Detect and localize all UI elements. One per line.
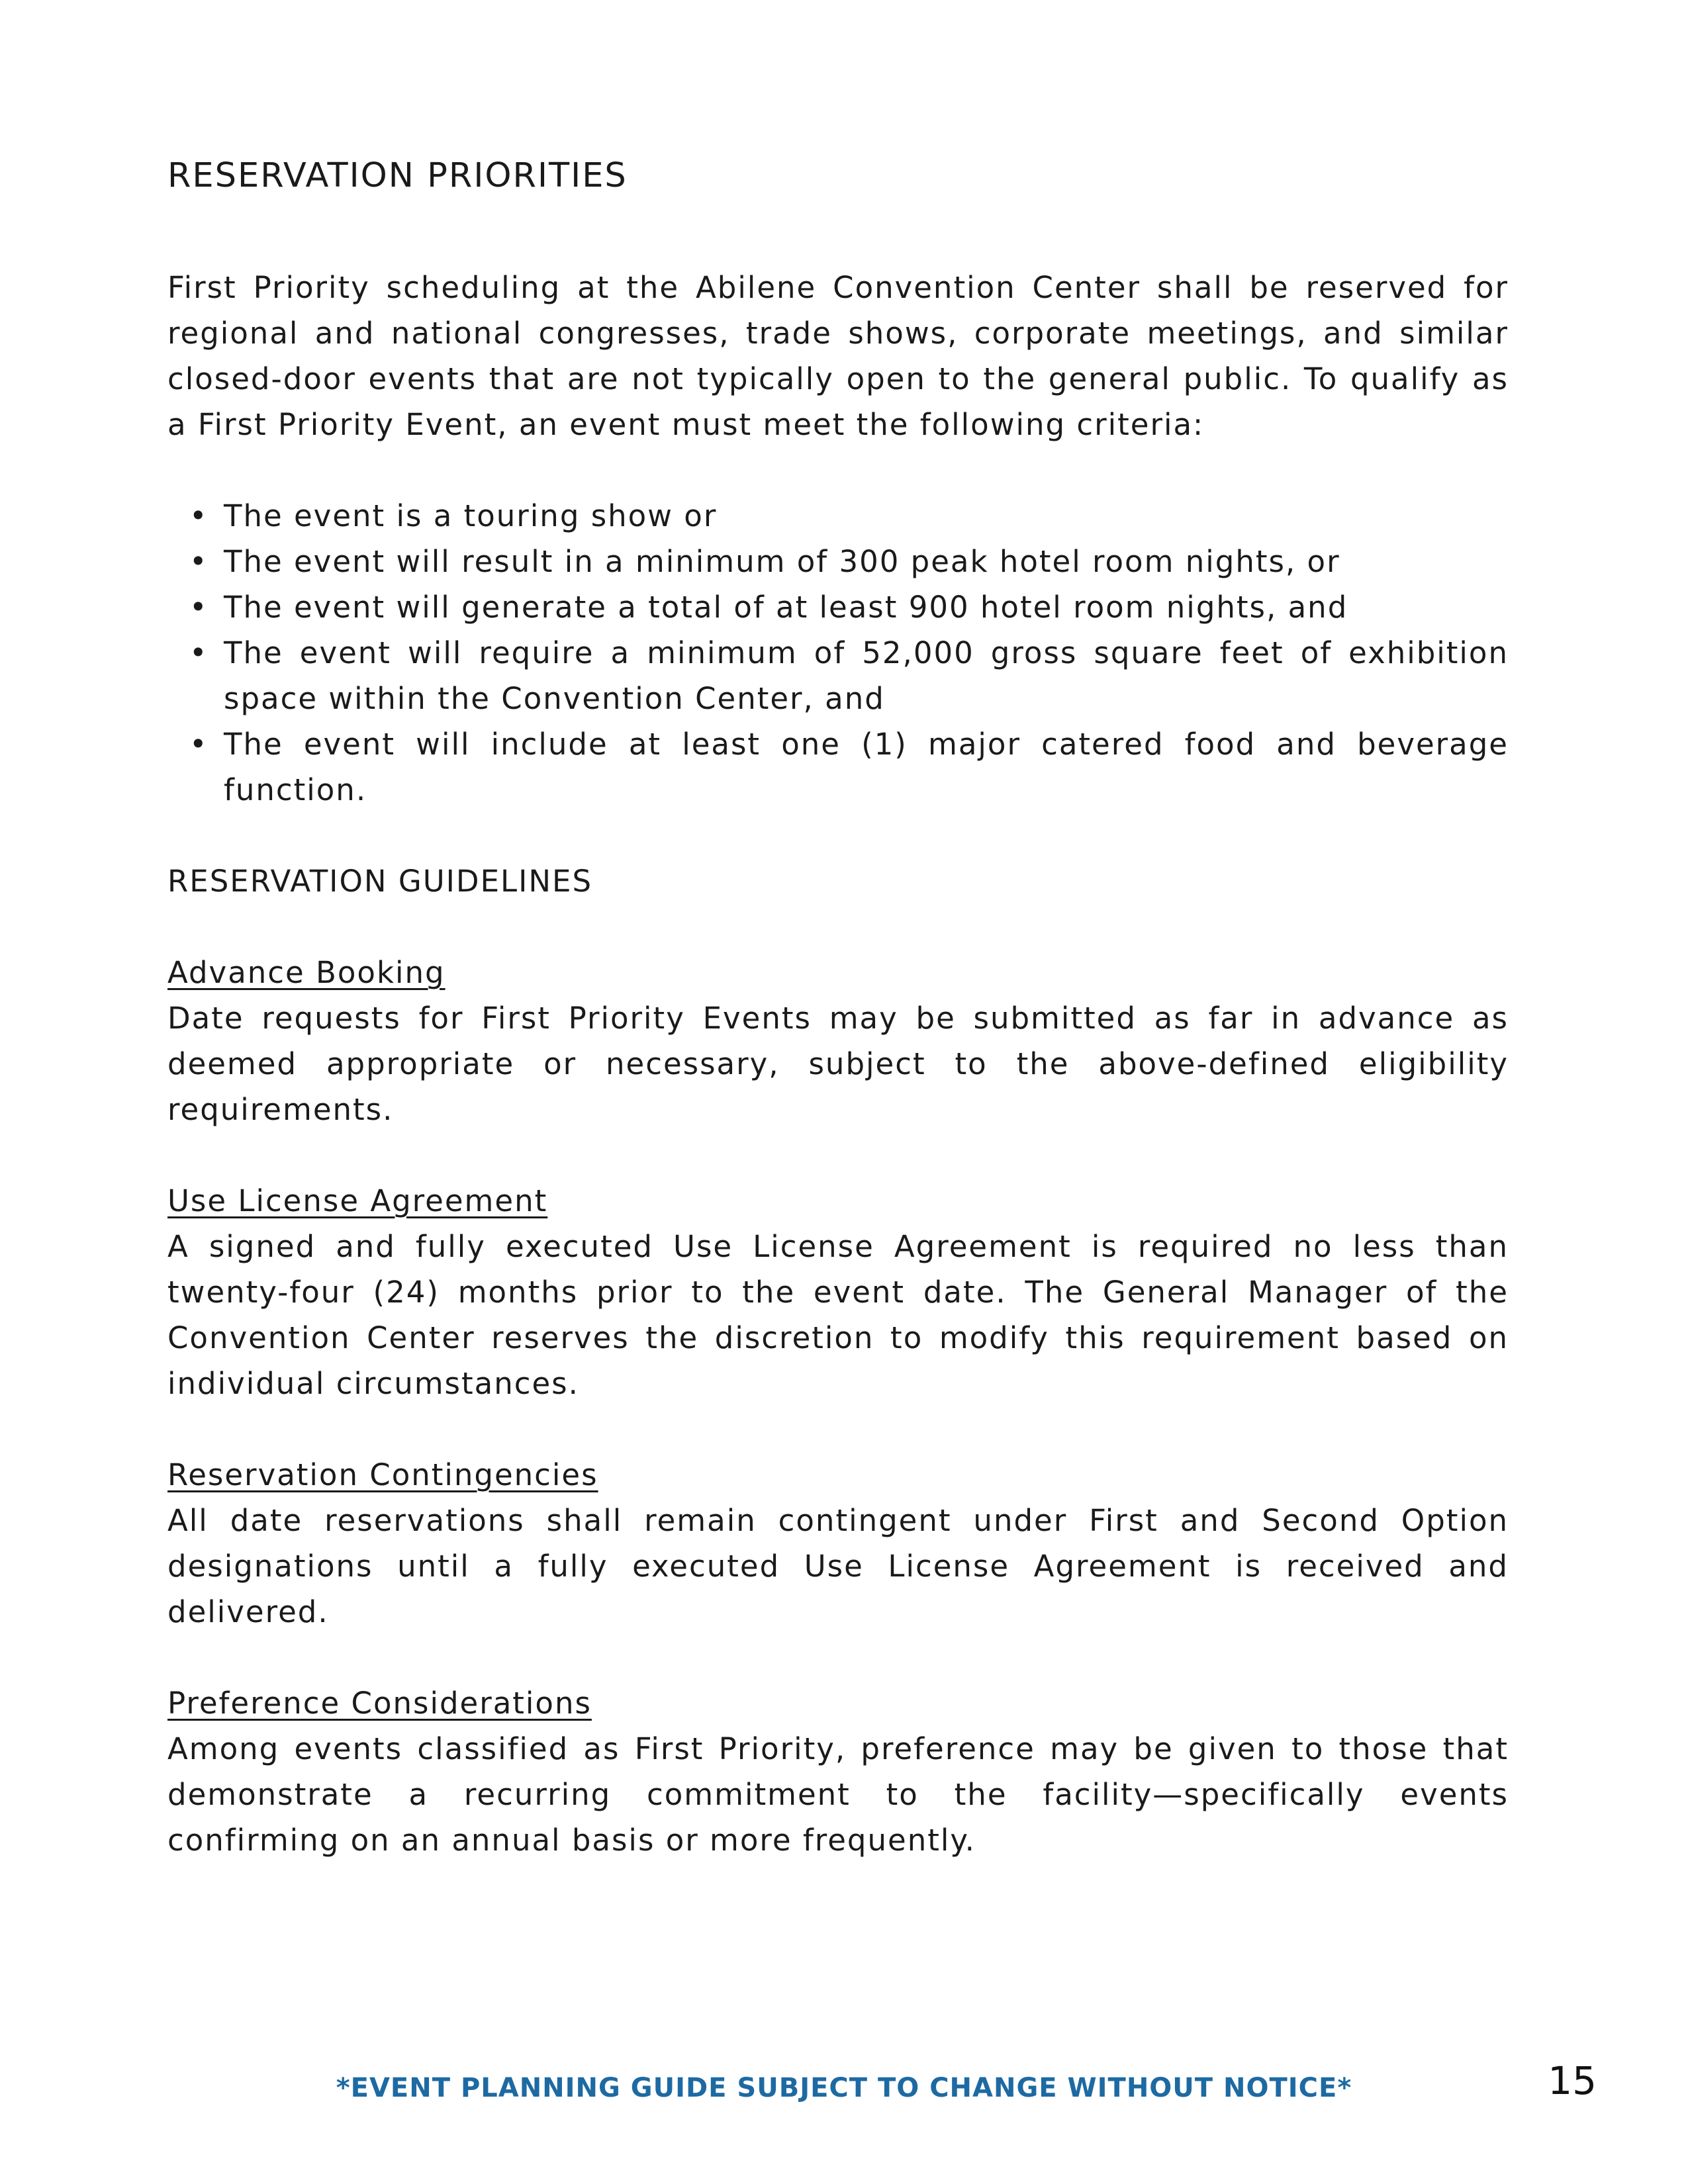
section-heading: Use License Agreement: [167, 1183, 548, 1219]
bullet-icon: •: [189, 498, 209, 534]
section-reservation-contingencies: [167, 1452, 1509, 1635]
bullet-icon: •: [189, 727, 209, 762]
criteria-text: The event will generate a total of at least 900 hotel room nights, and: [224, 590, 1348, 625]
list-item: [189, 493, 1509, 539]
section-heading: Reservation Contingencies: [167, 1457, 598, 1493]
bullet-icon: •: [189, 635, 209, 671]
list-item: [189, 539, 1509, 584]
bullet-icon: •: [189, 544, 209, 580]
criteria-text: The event will result in a minimum of 300 peak hotel room nights, or: [224, 544, 1340, 580]
guidelines-heading: RESERVATION GUIDELINES: [167, 864, 593, 899]
intro-paragraph: First Priority scheduling at the Abilene Convention Center shall be reserved for regional and national congresses, trade shows, corporate meetings, and similar closed-door events that are not typically open to the general public. To qualify as a First Priority Event, an event must meet the following criteria:: [167, 270, 1509, 443]
criteria-text: The event is a touring show or: [224, 498, 718, 534]
section-body: Date requests for First Priority Events may be submitted as far in advance as deemed appropriate or necessary, subject to the above-defined eligibility requirements.: [167, 1001, 1509, 1128]
list-item: [189, 630, 1509, 721]
document-page: [167, 156, 1509, 1909]
bullet-icon: •: [189, 590, 209, 625]
footer-disclaimer: *EVENT PLANNING GUIDE SUBJECT TO CHANGE WITHOUT NOTICE*: [336, 2073, 1352, 2103]
list-item: [189, 584, 1509, 630]
section-body: Among events classified as First Priority, preference may be given to those that demonstrate a recurring commitment to the facility—specifically events confirming on an annual basis or more frequently.: [167, 1731, 1509, 1858]
section-heading: Advance Booking: [167, 955, 445, 991]
criteria-text: The event will require a minimum of 52,000 gross square feet of exhibition space within the Convention Center, and: [224, 635, 1509, 717]
section-advance-booking: [167, 950, 1509, 1132]
section-use-license-agreement: [167, 1178, 1509, 1406]
criteria-list: [167, 493, 1509, 813]
list-item: [189, 721, 1509, 813]
section-body: A signed and fully executed Use License Agreement is required no less than twenty-four (24) months prior to the event date. The General Manager of the Convention Center reserves the discretion to modify this requirement based on individual circumstances.: [167, 1229, 1509, 1402]
page-number: 15: [1548, 2058, 1597, 2103]
section-heading: Preference Considerations: [167, 1686, 592, 1721]
section-body: All date reservations shall remain contingent under First and Second Option designations until a fully executed Use License Agreement is received and delivered.: [167, 1503, 1509, 1630]
criteria-text: The event will include at least one (1) major catered food and beverage function.: [224, 727, 1509, 808]
page-title: RESERVATION PRIORITIES: [167, 156, 628, 195]
section-preference-considerations: [167, 1680, 1509, 1863]
